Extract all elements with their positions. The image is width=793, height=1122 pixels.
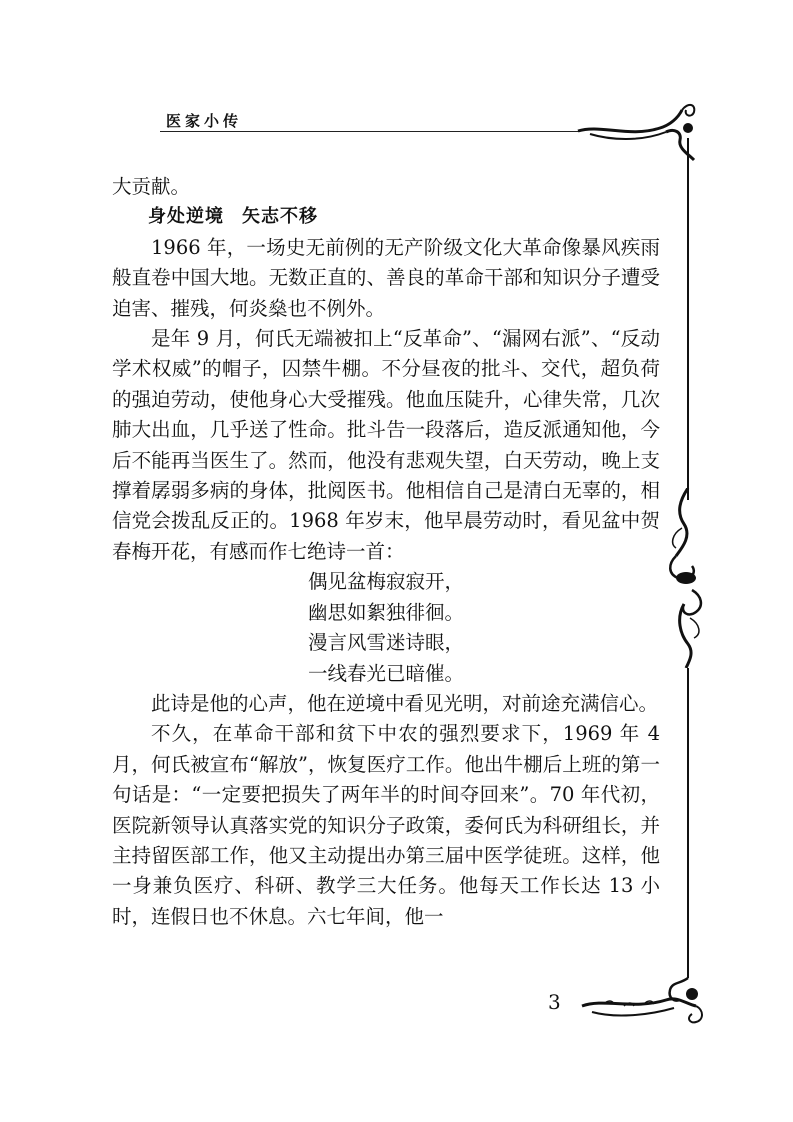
section-heading — [112, 202, 660, 232]
running-header-title: 医家小传 — [166, 112, 243, 130]
poem-line: 漫言风雪迷诗眼， — [308, 631, 465, 655]
bottom-corner-ornament — [574, 960, 710, 1032]
paragraph-4: 不久，在革命干部和贫下中农的强烈要求下，1969 年 4 月，何氏被宣布“解放”，恢复医疗工作。他出牛棚后上班的第一句话是：“一定要把损失了两年半的时间夺回来”。70 年代初，医院新领导认真落实党的知识分子政策，委何氏为科研组长，并主持留医部工作，他又主动提出办第三届中医学徒班。这样，他一身兼负医疗、科研、教学三大任务。他每天工作长达 13 小时，连假日也不休息。六七年间，他一 — [112, 722, 660, 928]
paragraph-1: 1966 年，一场史无前例的无产阶级文化大革命像暴风疾雨般直卷中国大地。无数正直的、善良的革命干部和知识分子遭受迫害、摧残，何炎燊也不例外。 — [112, 235, 660, 320]
header-rule — [160, 131, 580, 132]
right-border-line-bottom — [684, 668, 694, 964]
section-heading-part1: 身处逆境 — [148, 206, 224, 228]
body-text — [112, 172, 660, 932]
poem — [112, 567, 660, 689]
middle-side-ornament — [662, 488, 712, 668]
page-number: 3 — [548, 990, 561, 1014]
paragraph-3: 此诗是他的心声，他在逆境中看见光明，对前途充满信心。 — [151, 691, 659, 715]
section-heading-part2: 矢志不移 — [242, 206, 318, 228]
poem-line: 偶见盆梅寂寂开， — [308, 570, 465, 594]
poem-line: 一线春光已暗催。 — [308, 661, 465, 685]
continuation-paragraph: 大贡献。 — [112, 175, 191, 198]
right-border-line-top — [684, 160, 694, 500]
poem-line: 幽思如絮独徘徊。 — [308, 600, 465, 624]
paragraph-2: 是年 9 月，何氏无端被扣上“反革命”、“漏网右派”、“反动学术权威”的帽子，囚禁牛棚。不分昼夜的批斗、交代，超负荷的强迫劳动，使他身心大受摧残。他血压陡升，心律失常，几次肺大出血，几乎送了性命。批斗告一段落后，造反派通知他，今后不能再当医生了。然而，他没有悲观失望，白天劳动，晚上支撑着孱弱多病的身体，批阅医书。他相信自己是清白无辜的，相信党会拨乱反正的。1968 年岁末，他早晨劳动时，看见盆中贺春梅开花，有感而作七绝诗一首： — [112, 327, 660, 563]
